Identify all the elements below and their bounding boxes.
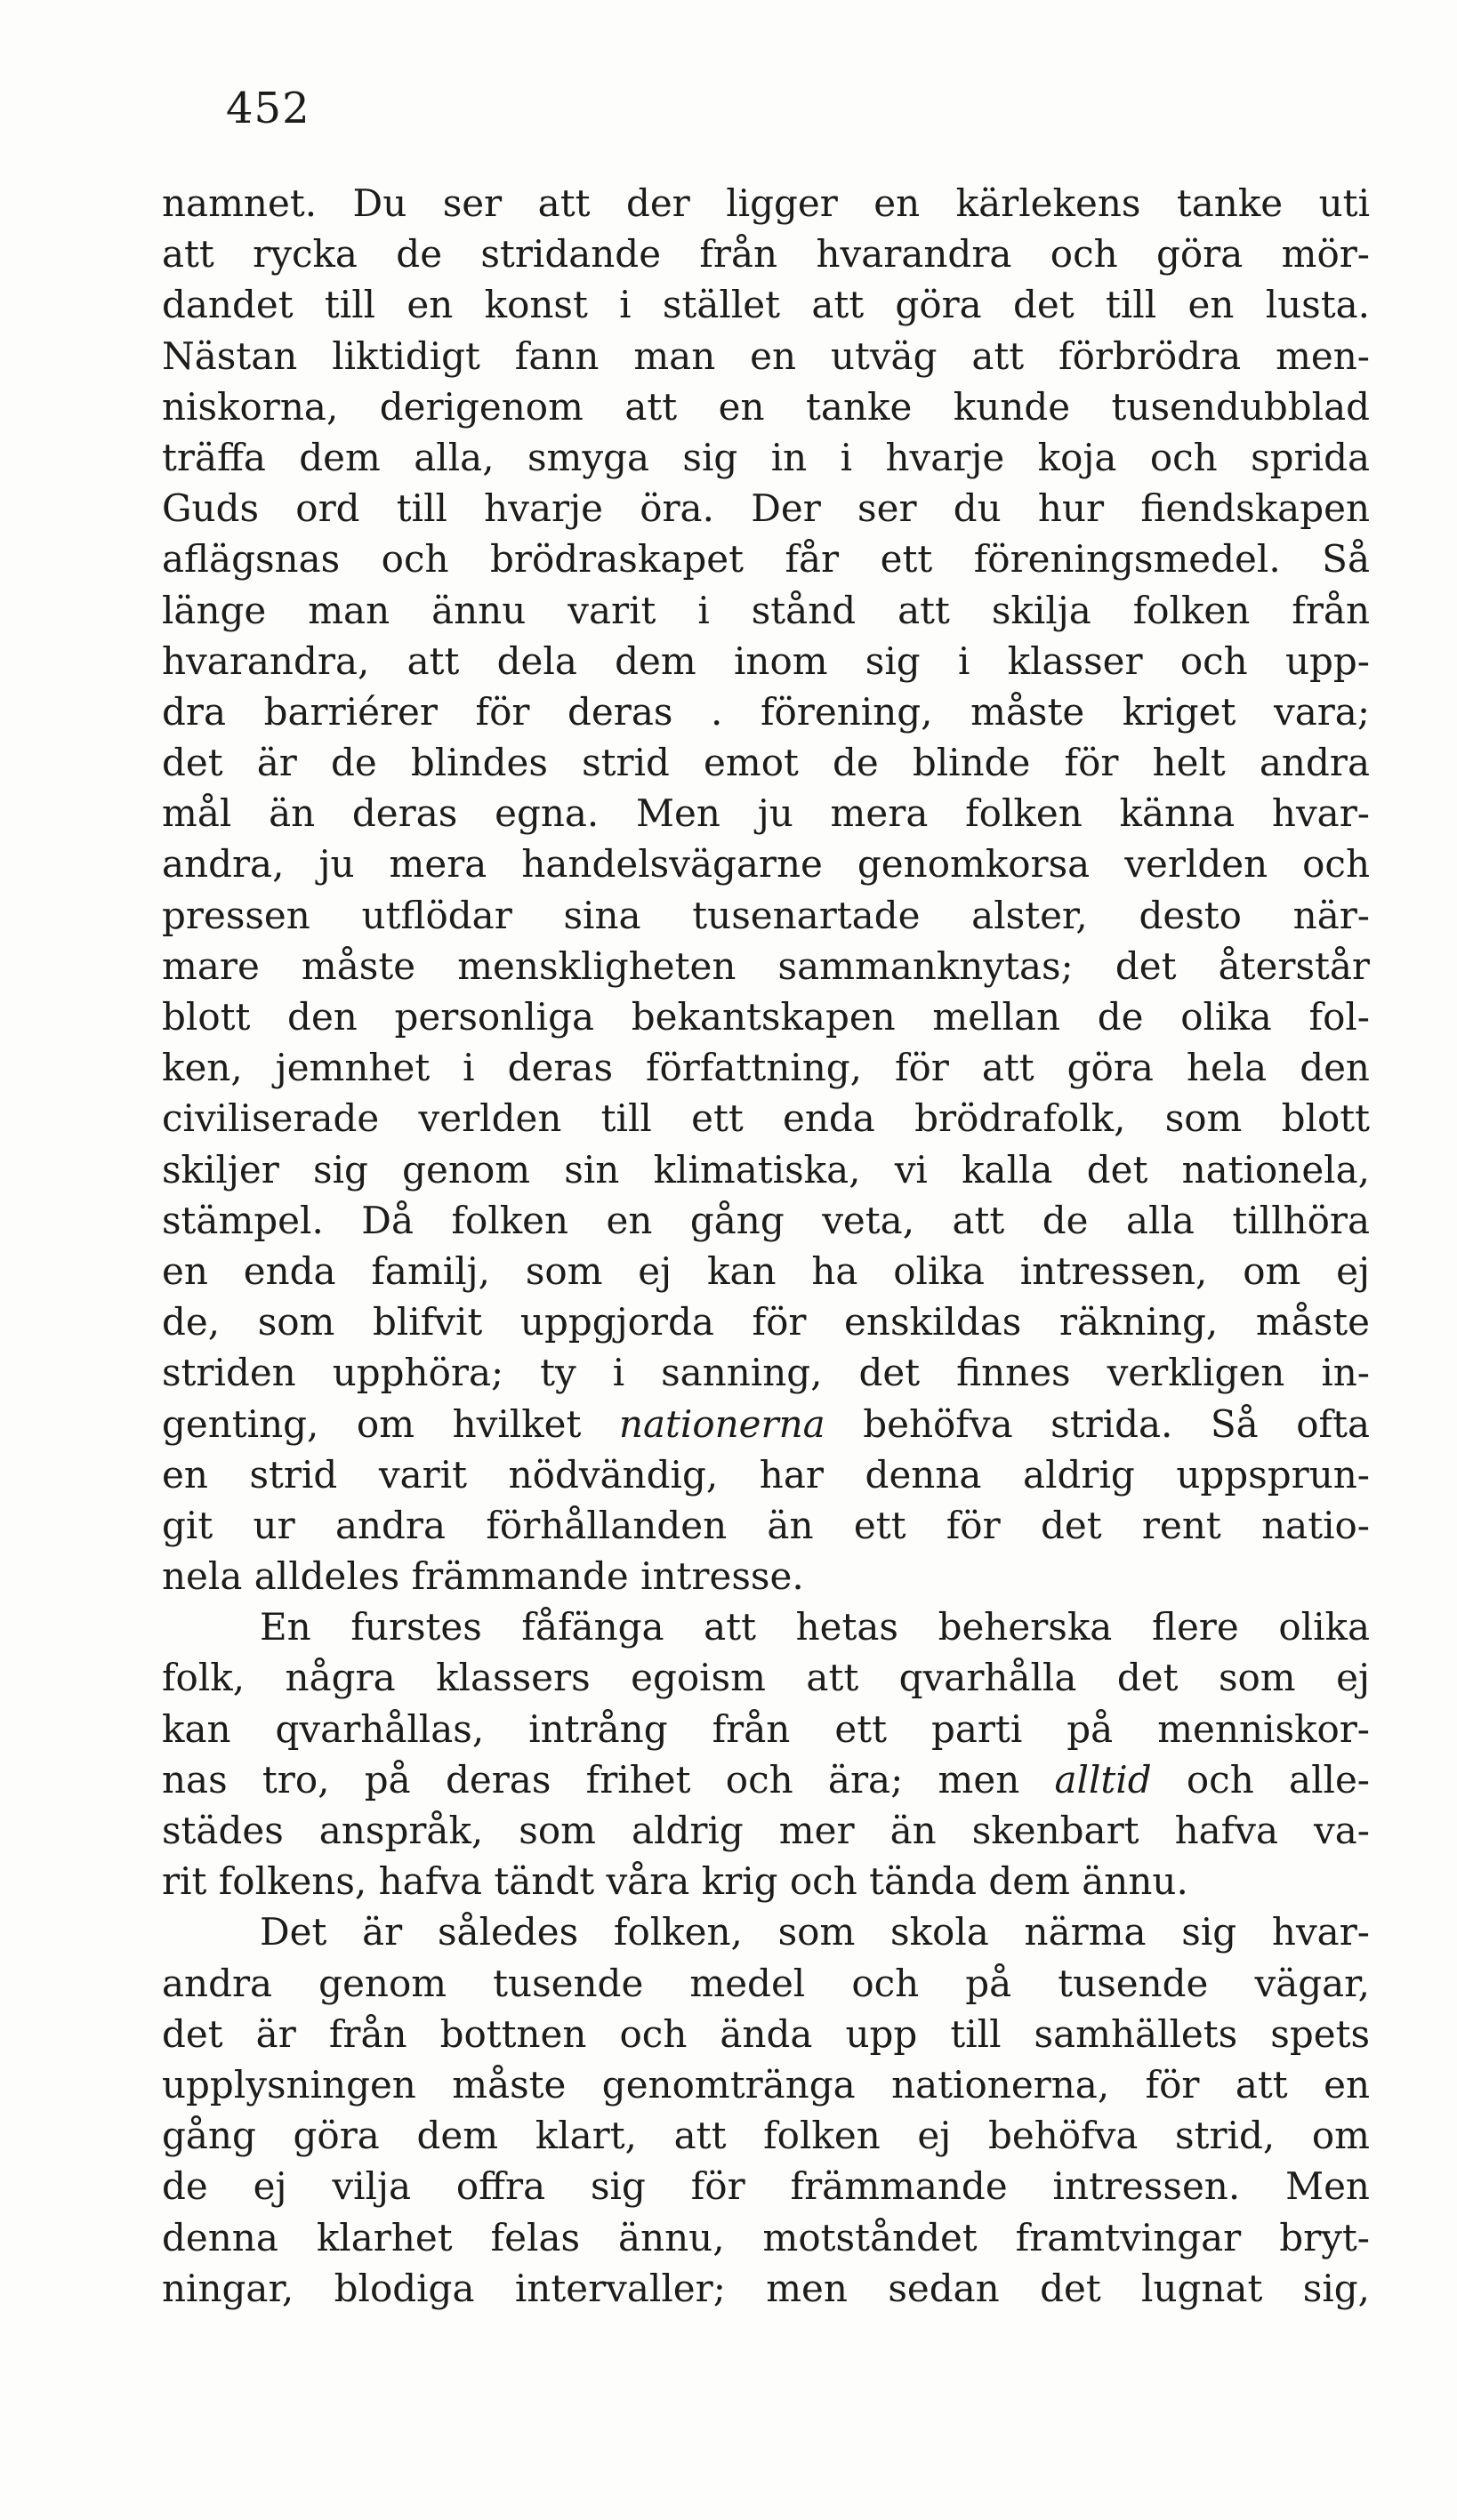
text-segment: de ej vilja offra sig för främmande intressen. Men bbox=[162, 2164, 1370, 2209]
text-line bbox=[162, 1246, 1370, 1296]
text-segment: det är från bottnen och ända upp till samhällets spets bbox=[162, 2011, 1370, 2056]
text-segment: det är de blindes strid emot de blinde för helt andra bbox=[162, 741, 1370, 785]
text-segment: rit folkens, hafva tändt våra krig och tända dem ännu. bbox=[162, 1859, 1188, 1904]
text-line bbox=[162, 1042, 1370, 1093]
text-line bbox=[162, 636, 1370, 686]
text-segment: stämpel. Då folken en gång veta, att de alla tillhöra bbox=[162, 1198, 1370, 1242]
text-line bbox=[162, 991, 1370, 1042]
text-line bbox=[162, 2263, 1370, 2314]
text-line bbox=[162, 1652, 1370, 1703]
text-line bbox=[162, 1449, 1370, 1500]
text-segment: ningar, blodiga intervaller; men sedan det lugnat sig, bbox=[162, 2266, 1370, 2310]
text-segment: namnet. Du ser att der ligger en kärlekens tanke uti bbox=[162, 181, 1370, 225]
text-line bbox=[162, 2009, 1370, 2059]
text-line bbox=[162, 788, 1370, 839]
text-line bbox=[162, 686, 1370, 737]
text-segment: Det är således folken, som skola närma sig hvar- bbox=[260, 1910, 1370, 1954]
text-line bbox=[162, 1296, 1370, 1347]
text-segment: en strid varit nödvändig, har denna aldrig uppsprun- bbox=[162, 1452, 1370, 1497]
text-line bbox=[162, 1347, 1370, 1398]
text-segment: kan qvarhållas, intrång från ett parti på menniskor- bbox=[162, 1706, 1370, 1751]
text-segment: blott den personliga bekantskapen mellan de olika fol- bbox=[162, 995, 1370, 1039]
text-segment: striden upphöra; ty i sanning, det finnes verkligen in- bbox=[162, 1351, 1370, 1395]
text-line bbox=[162, 1805, 1370, 1856]
page-number: 452 bbox=[226, 84, 310, 133]
text-line bbox=[162, 1195, 1370, 1246]
text-segment: niskorna, derigenom att en tanke kunde tusendubblad bbox=[162, 384, 1370, 429]
text-line bbox=[162, 1551, 1370, 1601]
text-segment: och alle- bbox=[1151, 1757, 1370, 1802]
text-line bbox=[162, 178, 1370, 229]
text-line bbox=[162, 1906, 1370, 1957]
text-segment: hvarandra, att dela dem inom sig i klasser och upp- bbox=[162, 638, 1370, 683]
text-line bbox=[162, 1958, 1370, 2009]
text-line bbox=[162, 585, 1370, 636]
text-segment: upplysningen måste genomtränga nationerna, för att en bbox=[162, 2062, 1370, 2107]
text-segment: en enda familj, som ej kan ha olika intressen, om ej bbox=[162, 1248, 1370, 1293]
text-line bbox=[162, 941, 1370, 991]
text-line bbox=[162, 483, 1370, 534]
text-segment: mare måste menskligheten sammanknytas; det återstår bbox=[162, 943, 1370, 988]
text-segment: behöfva strida. Så ofta bbox=[825, 1401, 1370, 1446]
text-line bbox=[162, 2110, 1370, 2161]
italic-text: nationerna bbox=[618, 1401, 825, 1446]
text-segment: de, som blifvit uppgjorda för enskildas räkning, måste bbox=[162, 1300, 1370, 1344]
body-text bbox=[162, 178, 1370, 2314]
text-line bbox=[162, 737, 1370, 788]
text-line bbox=[162, 1500, 1370, 1551]
text-segment: dandet till en konst i stället att göra det till en lusta. bbox=[162, 283, 1370, 327]
text-segment: att rycka de stridande från hvarandra och göra mör- bbox=[162, 232, 1370, 277]
text-line bbox=[162, 432, 1370, 483]
text-line bbox=[162, 2161, 1370, 2211]
text-line bbox=[162, 229, 1370, 279]
text-line bbox=[162, 1754, 1370, 1805]
text-segment: dra barriérer för deras . förening, måste kriget vara; bbox=[162, 689, 1370, 734]
text-segment: Nästan liktidigt fann man en utväg att förbrödra men- bbox=[162, 333, 1370, 378]
text-line bbox=[162, 279, 1370, 330]
text-line bbox=[162, 1399, 1370, 1449]
text-line bbox=[162, 839, 1370, 889]
text-line bbox=[162, 534, 1370, 584]
text-segment: mål än deras egna. Men ju mera folken känna hvar- bbox=[162, 791, 1370, 836]
text-segment: ken, jemnhet i deras författning, för att göra hela den bbox=[162, 1046, 1370, 1090]
text-segment: nela alldeles främmande intresse. bbox=[162, 1554, 804, 1599]
text-line bbox=[162, 2059, 1370, 2110]
text-line bbox=[162, 381, 1370, 432]
text-segment: pressen utflödar sina tusenartade alster, desto när- bbox=[162, 893, 1370, 937]
text-segment: andra genom tusende medel och på tusende vägar, bbox=[162, 1961, 1370, 2005]
text-segment: gång göra dem klart, att folken ej behöfva strid, om bbox=[162, 2114, 1370, 2158]
text-segment: civiliserade verlden till ett enda brödrafolk, som blott bbox=[162, 1096, 1370, 1141]
text-line bbox=[162, 1704, 1370, 1754]
text-line bbox=[162, 2212, 1370, 2263]
text-segment: träffa dem alla, smyga sig in i hvarje koja och sprida bbox=[162, 435, 1370, 479]
text-line bbox=[162, 1093, 1370, 1144]
text-segment: genting, om hvilket bbox=[162, 1401, 619, 1446]
text-segment: nas tro, på deras frihet och ära; men bbox=[162, 1757, 1055, 1802]
text-segment: En furstes fåfänga att hetas beherska flere olika bbox=[260, 1605, 1370, 1649]
text-segment: folk, några klassers egoism att qvarhålla det som ej bbox=[162, 1656, 1370, 1700]
text-segment: aflägsnas och brödraskapet får ett föreningsmedel. Så bbox=[162, 537, 1370, 582]
text-line bbox=[162, 890, 1370, 941]
text-segment: Guds ord till hvarje öra. Der ser du hur fiendskapen bbox=[162, 486, 1370, 531]
text-line bbox=[162, 331, 1370, 381]
text-line bbox=[162, 1601, 1370, 1652]
text-segment: andra, ju mera handelsvägarne genomkorsa verlden och bbox=[162, 842, 1370, 887]
text-segment: denna klarhet felas ännu, motståndet framtvingar bryt- bbox=[162, 2215, 1370, 2259]
text-segment: städes anspråk, som aldrig mer än skenbart hafva va- bbox=[162, 1809, 1370, 1852]
text-line bbox=[162, 1856, 1370, 1906]
text-segment: git ur andra förhållanden än ett för det rent natio- bbox=[162, 1503, 1370, 1547]
text-segment: länge man ännu varit i stånd att skilja folken från bbox=[162, 588, 1370, 632]
text-segment: skiljer sig genom sin klimatiska, vi kalla det nationela, bbox=[162, 1147, 1370, 1192]
text-line bbox=[162, 1144, 1370, 1195]
italic-text: alltid bbox=[1054, 1757, 1152, 1802]
